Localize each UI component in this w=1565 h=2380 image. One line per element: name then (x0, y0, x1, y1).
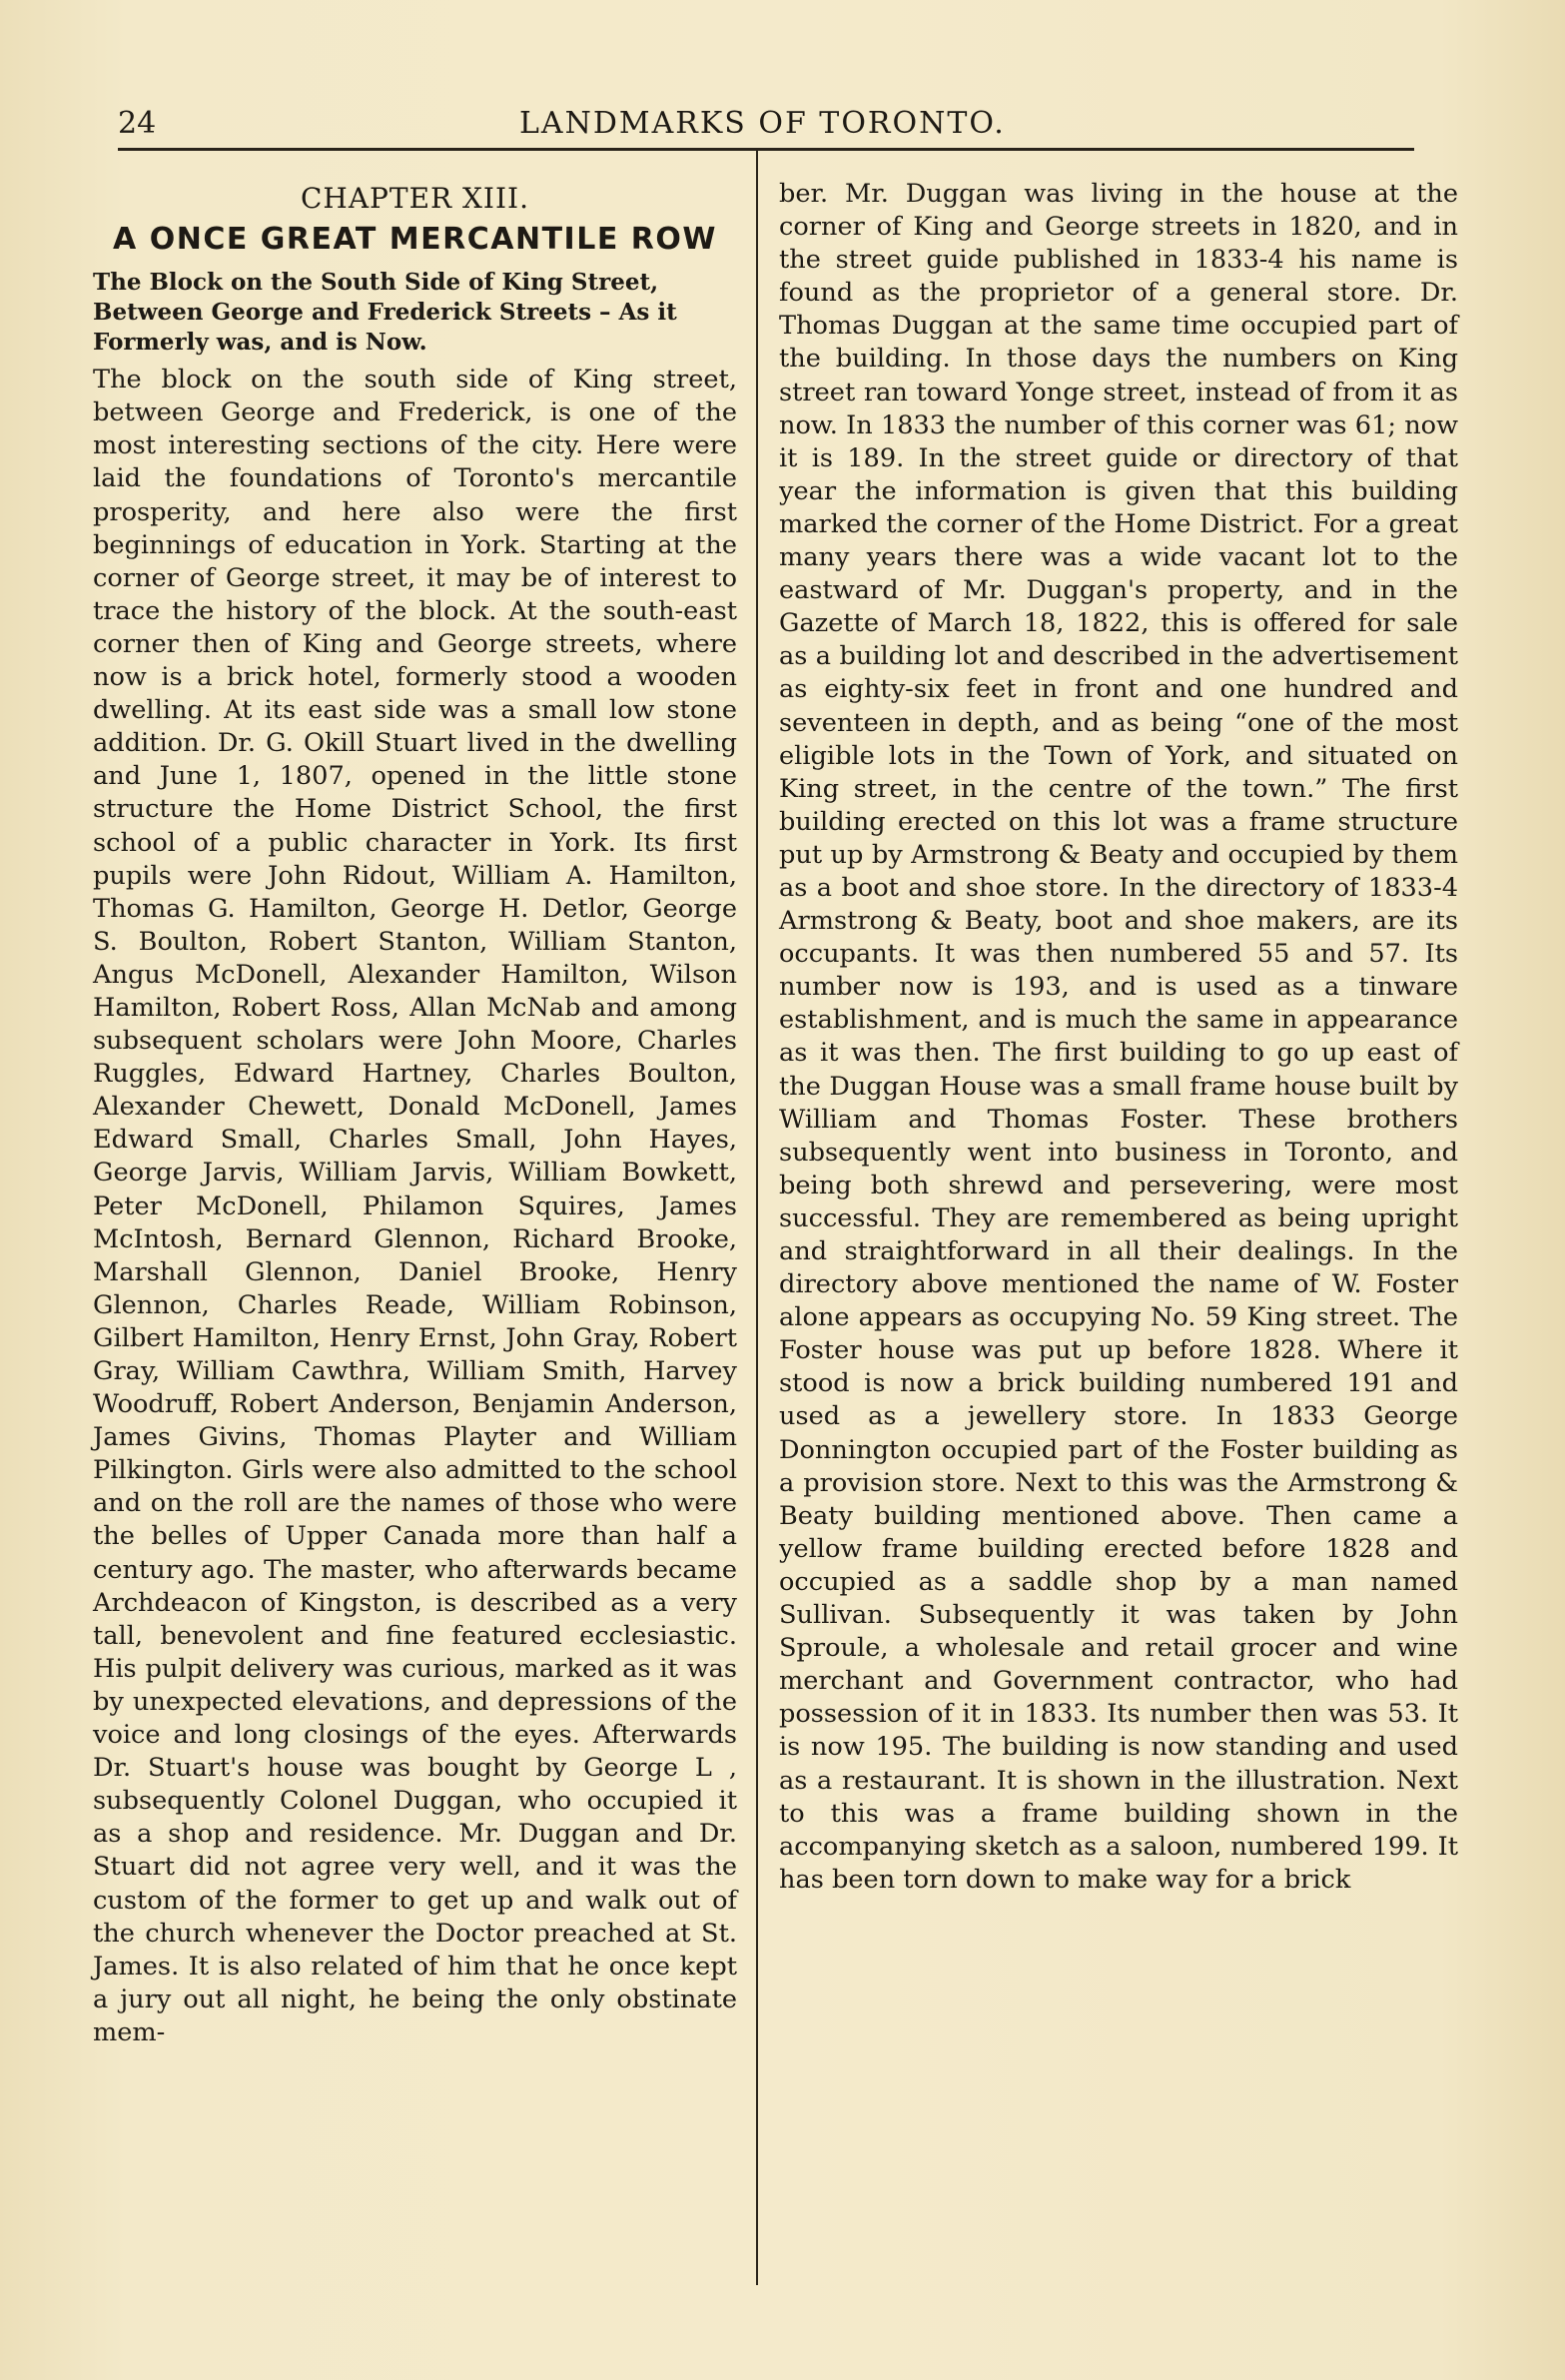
header-rule (118, 148, 1414, 151)
left-column (93, 170, 737, 2049)
chapter-title: A ONCE GREAT MERCANTILE ROW (113, 222, 717, 258)
running-title: LANDMARKS OF TORONTO. (519, 106, 1006, 141)
column-divider (756, 148, 758, 2285)
right-column (779, 178, 1458, 1897)
chapter-subtitle: The Block on the South Side of King Street, Between George and Frederick Streets – As it Formerly was, and is Now. (93, 269, 677, 357)
chapter-number: CHAPTER XIII. (300, 182, 529, 215)
right-column-text: ber. Mr. Duggan was living in the house at the corner of King and George streets in 1820, and in the street guide published in 1833-4 his name is found as the proprietor of a general store. Dr. Thomas Duggan at the same time occupied part of the building. In those days the numbers on King street ran toward Yonge street, instead of from it as now. In 1833 the number of this corner was 61; now it is 189. In the street guide or directory of that year the information is given that this building marked the corner of the Home District. For a great many years there was a wide vacant lot to the eastward of Mr. Duggan's property, and in the Gazette of March 18, 1822, this is offered for sale as a building lot and described in the advertisement as eighty-six feet in front and one hundred and seventeen in depth, and as being “one of the most eligible lots in the Town of York, and situated on King street, in the centre of the town.” The first building erected on this lot was a frame structure put up by Armstrong & Beaty and occupied by them as a boot and shoe store. In the directory of 1833-4 Armstrong & Beaty, boot and shoe makers, are its occupants. It was then numbered 55 and 57. Its number now is 193, and is used as a tinware establishment, and is much the same in appearance as it was then. The first building to go up east of the Duggan House was a small frame house built by William and Thomas Foster. These brothers subsequently went into business in Toronto, and being both shrewd and persevering, were most successful. They are remembered as being upright and straightforward in all their dealings. In the directory above mentioned the name of W. Foster alone appears as occupying No. 59 King street. The Foster house was put up before 1828. Where it stood is now a brick building numbered 191 and used as a jewellery store. In 1833 George Donnington occupied part of the Foster building as a provision store. Next to this was the Armstrong & Beaty building mentioned above. Then came a yellow frame building erected before 1828 and occupied as a saddle shop by a man named Sullivan. Subsequently it was taken by John Sproule, a wholesale and retail grocer and wine merchant and Government contractor, who had possession of it in 1833. Its number then was 53. It is now 195. The building is now standing and used as a restaurant. It is shown in the illustration. Next to this was a frame building shown in the accompanying sketch as a saloon, numbered 199. It has been torn down to make way for a brick (779, 179, 1458, 1895)
page-number: 24 (118, 106, 157, 141)
page-header (110, 100, 1418, 140)
left-column-text: The block on the south side of King street, between George and Frederick, is one of the most interesting sections of the city. Here were laid the foundations of Toronto's mercantile prosperity, and here also were the first beginnings of education in York. Starting at the corner of George street, it may be of interest to trace the history of the block. At the south-east corner then of King and George streets, where now is a brick hotel, formerly stood a wooden dwelling. At its east side was a small low stone addition. Dr. G. Okill Stuart lived in the dwelling and June 1, 1807, opened in the little stone structure the Home District School, the first school of a public character in York. Its first pupils were John Ridout, William A. Hamilton, Thomas G. Hamilton, George H. Detlor, George S. Boulton, Robert Stanton, William Stanton, Angus McDonell, Alexander Hamilton, Wilson Hamilton, Robert Ross, Allan McNab and among subsequent scholars were John Moore, Charles Ruggles, Edward Hartney, Charles Boulton, Alexander Chewett, Donald McDonell, James Edward Small, Charles Small, John Hayes, George Jarvis, William Jarvis, William Bowkett, Peter McDonell, Philamon Squires, James McIntosh, Bernard Glennon, Richard Brooke, Marshall Glennon, Daniel Brooke, Henry Glennon, Charles Reade, William Robinson, Gilbert Hamilton, Henry Ernst, John Gray, Robert Gray, William Cawthra, William Smith, Harvey Woodruff, Robert Anderson, Benjamin Anderson, James Givins, Thomas Playter and William Pilkington. Girls were also admitted to the school and on the roll are the names of those who were the belles of Upper Canada more than half a century ago. The master, who afterwards became Archdeacon of Kingston, is described as a very tall, benevolent and fine featured ecclesiastic. His pulpit delivery was curious, marked as it was by unexpected elevations, and depressions of the voice and long closings of the eyes. Afterwards Dr. Stuart's house was bought by George L , subsequently Colonel Duggan, who occupied it as a shop and residence. Mr. Duggan and Dr. Stuart did not agree very well, and it was the custom of the former to get up and walk out of the church whenever the Doctor preached at St. James. It is also related of him that he once kept a jury out all night, he being the only obstinate mem- (93, 365, 737, 2047)
